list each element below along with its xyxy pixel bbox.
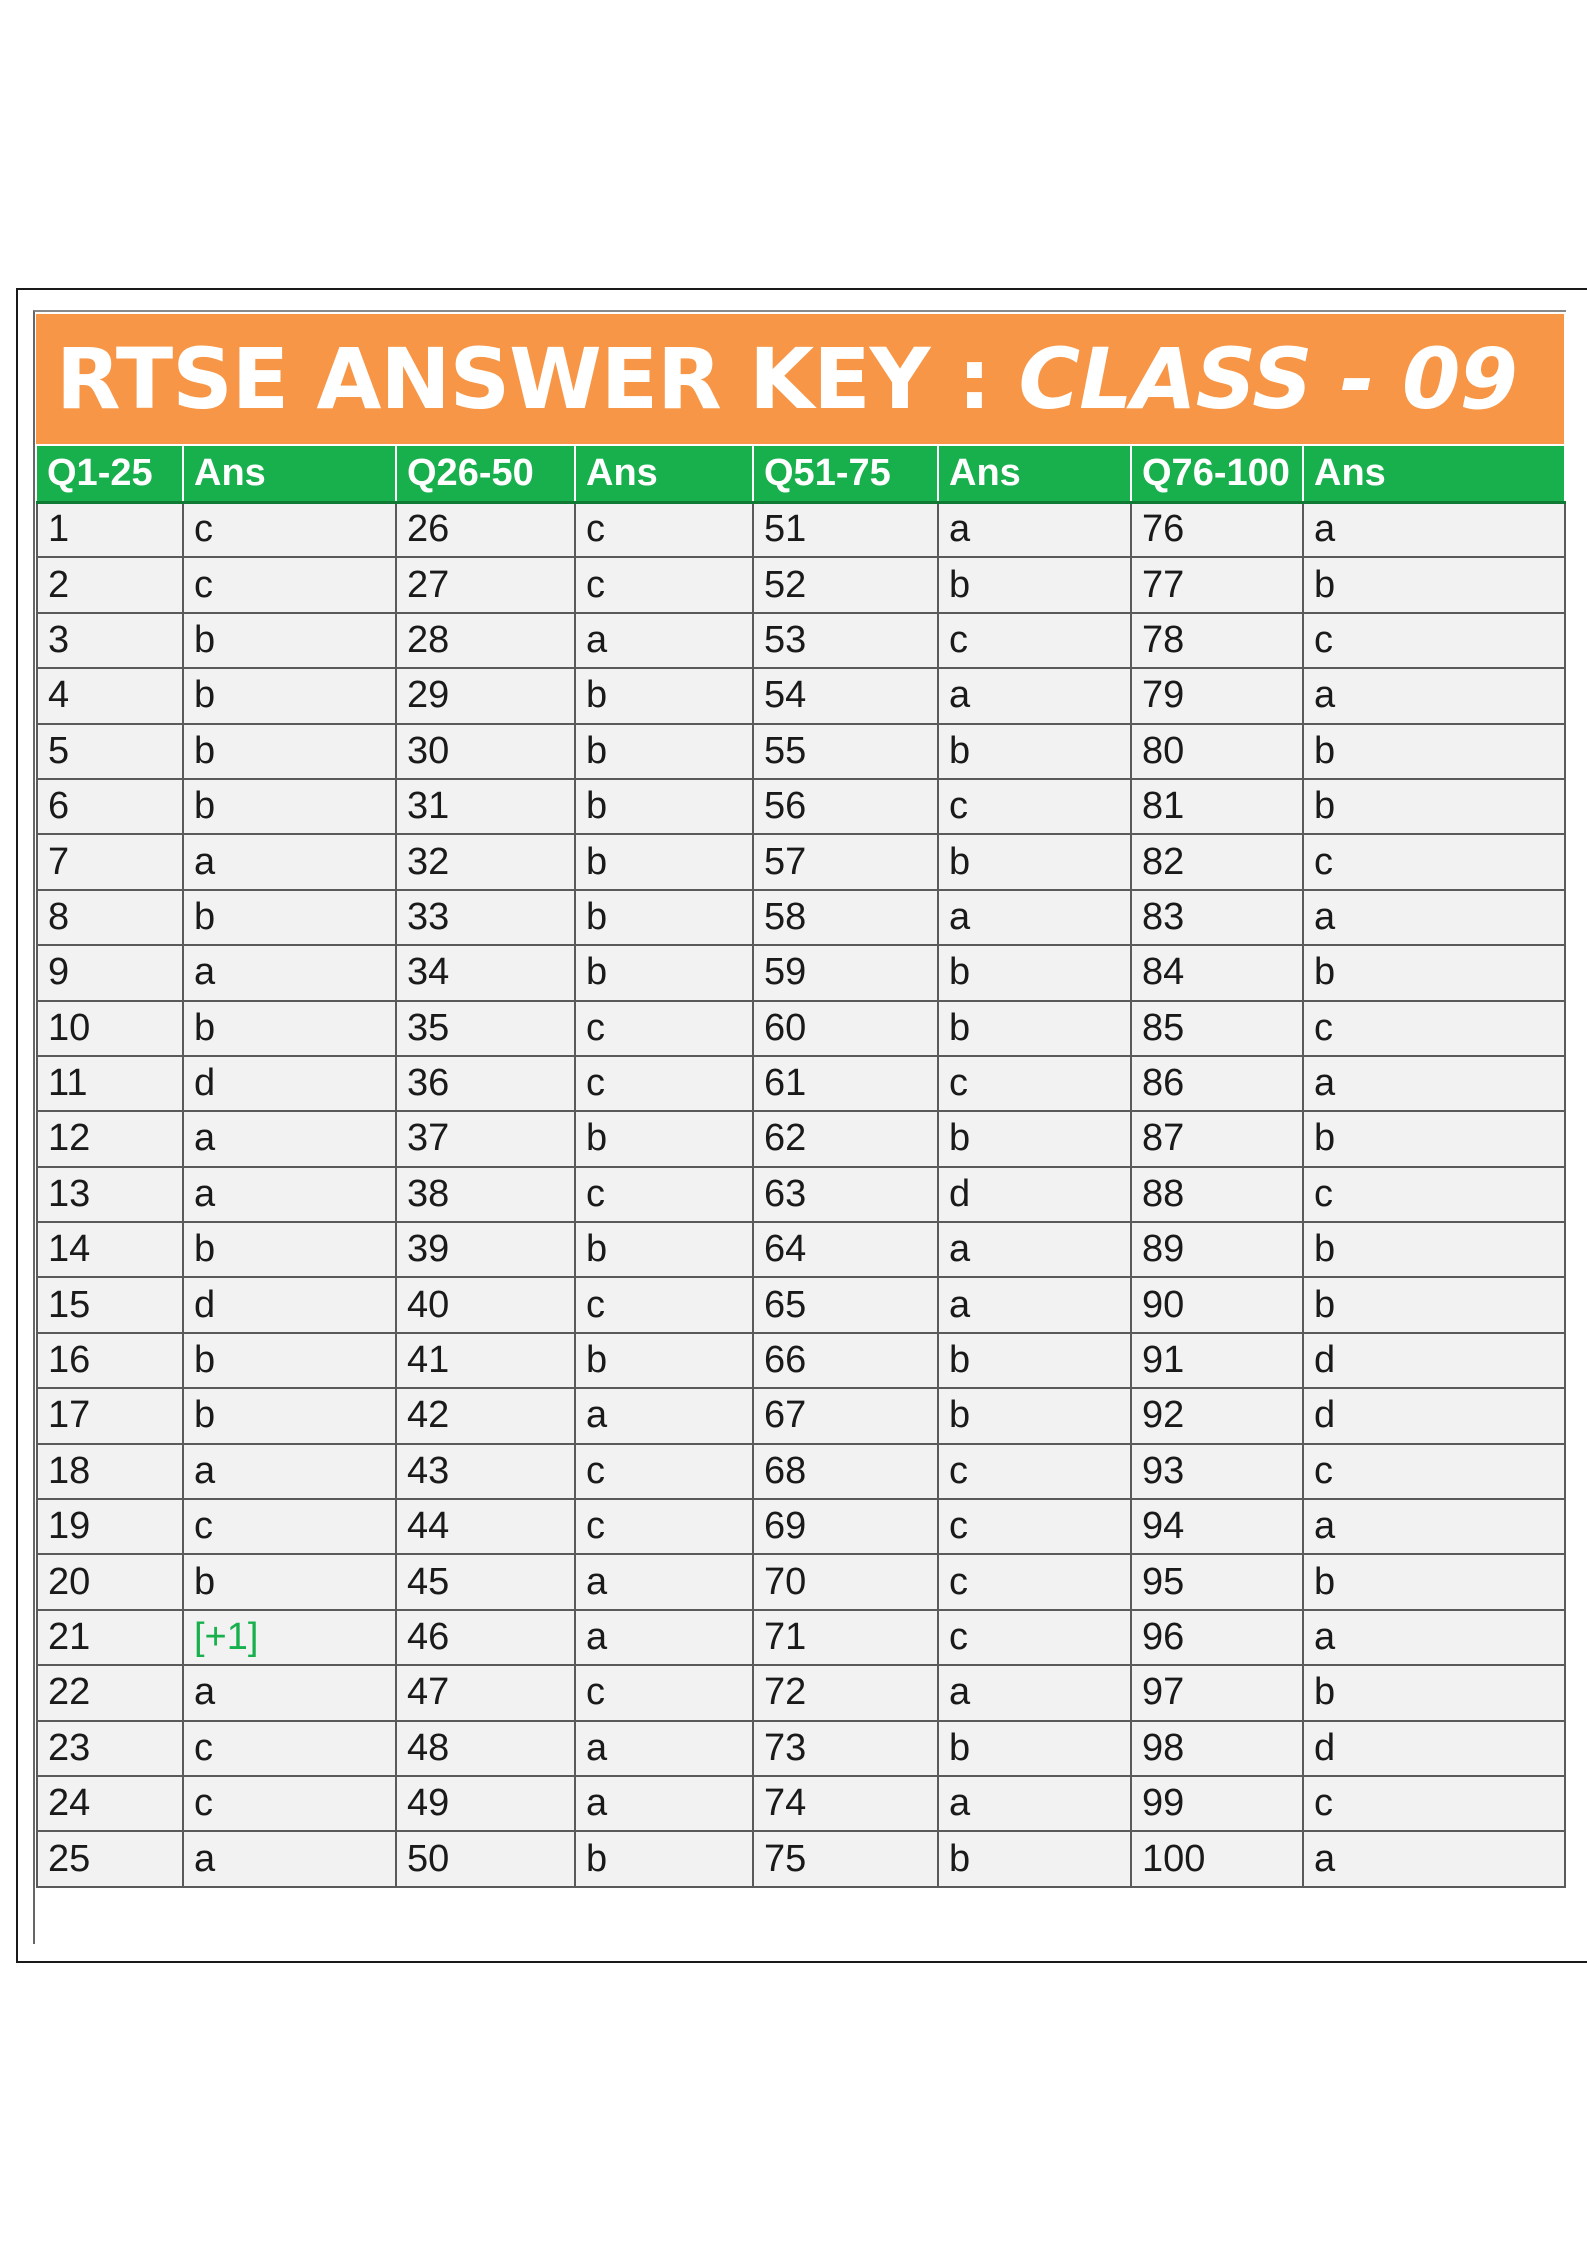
answer-cell: b: [1303, 1111, 1565, 1166]
answer-cell: b: [575, 834, 753, 889]
answer-cell: b: [183, 779, 396, 834]
answer-cell: [+1]: [183, 1610, 396, 1665]
question-number: 5: [37, 724, 183, 779]
question-number: 9: [37, 945, 183, 1000]
answer-cell: c: [183, 557, 396, 612]
question-number: 37: [396, 1111, 575, 1166]
table-row: [37, 1388, 1565, 1443]
question-number: 28: [396, 613, 575, 668]
question-number: 89: [1131, 1222, 1303, 1277]
question-number: 39: [396, 1222, 575, 1277]
question-number: 61: [753, 1056, 938, 1111]
table-row: [37, 1721, 1565, 1776]
answer-cell: c: [1303, 834, 1565, 889]
answer-cell: c: [575, 1444, 753, 1499]
table-row: [37, 613, 1565, 668]
answer-cell: a: [1303, 668, 1565, 723]
answer-cell: b: [575, 668, 753, 723]
question-number: 82: [1131, 834, 1303, 889]
answer-cell: c: [938, 613, 1131, 668]
answer-cell: a: [575, 1776, 753, 1831]
answer-cell: a: [938, 502, 1131, 557]
question-number: 94: [1131, 1499, 1303, 1554]
answer-cell: a: [938, 890, 1131, 945]
header-ans-4: Ans: [1303, 446, 1565, 502]
header-ans-2: Ans: [575, 446, 753, 502]
answer-key-table: [36, 446, 1566, 1888]
question-number: 13: [37, 1167, 183, 1222]
answer-cell: b: [938, 724, 1131, 779]
table-row: [37, 502, 1565, 557]
question-number: 46: [396, 1610, 575, 1665]
answer-cell: a: [183, 1167, 396, 1222]
question-number: 15: [37, 1277, 183, 1332]
answer-cell: b: [183, 668, 396, 723]
question-number: 83: [1131, 890, 1303, 945]
answer-cell: c: [1303, 613, 1565, 668]
question-number: 10: [37, 1001, 183, 1056]
answer-cell: a: [1303, 1831, 1565, 1886]
answer-cell: b: [1303, 1665, 1565, 1720]
question-number: 18: [37, 1444, 183, 1499]
answer-cell: c: [575, 557, 753, 612]
answer-rows: [37, 502, 1565, 1887]
question-number: 7: [37, 834, 183, 889]
answer-cell: d: [183, 1277, 396, 1332]
question-number: 90: [1131, 1277, 1303, 1332]
answer-cell: b: [183, 1001, 396, 1056]
question-number: 27: [396, 557, 575, 612]
header-ans-1: Ans: [183, 446, 396, 502]
answer-cell: d: [1303, 1333, 1565, 1388]
question-number: 20: [37, 1554, 183, 1609]
question-number: 79: [1131, 668, 1303, 723]
title-main: RTSE ANSWER KEY :: [56, 330, 1019, 428]
question-number: 66: [753, 1333, 938, 1388]
answer-cell: b: [183, 1388, 396, 1443]
answer-cell: c: [575, 1277, 753, 1332]
table-row: [37, 1776, 1565, 1831]
question-number: 87: [1131, 1111, 1303, 1166]
question-number: 16: [37, 1333, 183, 1388]
answer-cell: c: [938, 1610, 1131, 1665]
question-number: 41: [396, 1333, 575, 1388]
question-number: 48: [396, 1721, 575, 1776]
answer-cell: c: [575, 502, 753, 557]
question-number: 78: [1131, 613, 1303, 668]
answer-cell: b: [575, 1333, 753, 1388]
question-number: 53: [753, 613, 938, 668]
table-row: [37, 779, 1565, 834]
answer-cell: b: [938, 1831, 1131, 1886]
question-number: 29: [396, 668, 575, 723]
header-q1-25: Q1-25: [37, 446, 183, 502]
answer-cell: a: [575, 1554, 753, 1609]
question-number: 1: [37, 502, 183, 557]
answer-cell: d: [1303, 1721, 1565, 1776]
question-number: 47: [396, 1665, 575, 1720]
question-number: 14: [37, 1222, 183, 1277]
table-row: [37, 1665, 1565, 1720]
question-number: 24: [37, 1776, 183, 1831]
answer-cell: c: [1303, 1167, 1565, 1222]
question-number: 35: [396, 1001, 575, 1056]
question-number: 32: [396, 834, 575, 889]
answer-cell: a: [183, 834, 396, 889]
answer-cell: b: [183, 890, 396, 945]
question-number: 38: [396, 1167, 575, 1222]
table-row: [37, 1333, 1565, 1388]
question-number: 85: [1131, 1001, 1303, 1056]
answer-cell: c: [575, 1499, 753, 1554]
answer-cell: b: [575, 1222, 753, 1277]
title-class-label: CLASS - 09: [1018, 330, 1517, 428]
answer-cell: b: [938, 1111, 1131, 1166]
answer-cell: b: [183, 613, 396, 668]
answer-cell: c: [575, 1665, 753, 1720]
question-number: 95: [1131, 1554, 1303, 1609]
header-ans-3: Ans: [938, 446, 1131, 502]
answer-cell: b: [575, 1111, 753, 1166]
question-number: 44: [396, 1499, 575, 1554]
question-number: 92: [1131, 1388, 1303, 1443]
answer-cell: a: [1303, 1610, 1565, 1665]
question-number: 17: [37, 1388, 183, 1443]
table-row: [37, 1167, 1565, 1222]
answer-cell: b: [575, 1831, 753, 1886]
table-row: [37, 724, 1565, 779]
table-row: [37, 945, 1565, 1000]
question-number: 80: [1131, 724, 1303, 779]
answer-cell: a: [1303, 890, 1565, 945]
answer-cell: a: [183, 1665, 396, 1720]
question-number: 2: [37, 557, 183, 612]
answer-cell: a: [183, 945, 396, 1000]
question-number: 57: [753, 834, 938, 889]
answer-cell: c: [183, 1776, 396, 1831]
question-number: 77: [1131, 557, 1303, 612]
question-number: 58: [753, 890, 938, 945]
question-number: 97: [1131, 1665, 1303, 1720]
table-row: [37, 1554, 1565, 1609]
answer-cell: b: [938, 1001, 1131, 1056]
answer-cell: a: [183, 1831, 396, 1886]
answer-cell: b: [575, 945, 753, 1000]
answer-cell: a: [938, 1665, 1131, 1720]
question-number: 6: [37, 779, 183, 834]
answer-cell: b: [183, 724, 396, 779]
answer-cell: a: [938, 1222, 1131, 1277]
header-row: [37, 446, 1565, 502]
table-row: [37, 668, 1565, 723]
header-q26-50: Q26-50: [396, 446, 575, 502]
question-number: 63: [753, 1167, 938, 1222]
answer-cell: d: [1303, 1388, 1565, 1443]
answer-cell: b: [938, 945, 1131, 1000]
question-number: 60: [753, 1001, 938, 1056]
answer-cell: b: [183, 1222, 396, 1277]
answer-cell: a: [575, 1388, 753, 1443]
question-number: 56: [753, 779, 938, 834]
answer-cell: d: [183, 1056, 396, 1111]
question-number: 55: [753, 724, 938, 779]
question-number: 31: [396, 779, 575, 834]
question-number: 74: [753, 1776, 938, 1831]
answer-key-title: [36, 314, 1564, 444]
question-number: 73: [753, 1721, 938, 1776]
question-number: 52: [753, 557, 938, 612]
question-number: 34: [396, 945, 575, 1000]
question-number: 71: [753, 1610, 938, 1665]
question-number: 81: [1131, 779, 1303, 834]
question-number: 68: [753, 1444, 938, 1499]
answer-cell: c: [183, 1499, 396, 1554]
question-number: 42: [396, 1388, 575, 1443]
question-number: 91: [1131, 1333, 1303, 1388]
answer-cell: b: [575, 779, 753, 834]
table-row: [37, 834, 1565, 889]
question-number: 76: [1131, 502, 1303, 557]
question-number: 59: [753, 945, 938, 1000]
answer-cell: a: [575, 1721, 753, 1776]
answer-cell: b: [938, 834, 1131, 889]
question-number: 25: [37, 1831, 183, 1886]
question-number: 72: [753, 1665, 938, 1720]
answer-cell: c: [938, 1499, 1131, 1554]
answer-cell: a: [938, 1776, 1131, 1831]
question-number: 75: [753, 1831, 938, 1886]
question-number: 51: [753, 502, 938, 557]
answer-cell: c: [938, 1056, 1131, 1111]
question-number: 49: [396, 1776, 575, 1831]
answer-cell: c: [575, 1056, 753, 1111]
answer-cell: d: [938, 1167, 1131, 1222]
answer-cell: c: [1303, 1444, 1565, 1499]
question-number: 67: [753, 1388, 938, 1443]
question-number: 100: [1131, 1831, 1303, 1886]
question-number: 54: [753, 668, 938, 723]
answer-cell: c: [183, 502, 396, 557]
answer-cell: b: [1303, 1554, 1565, 1609]
table-row: [37, 1056, 1565, 1111]
answer-cell: b: [1303, 1277, 1565, 1332]
question-number: 19: [37, 1499, 183, 1554]
question-number: 8: [37, 890, 183, 945]
header-q51-75: Q51-75: [753, 446, 938, 502]
question-number: 70: [753, 1554, 938, 1609]
answer-cell: c: [938, 1554, 1131, 1609]
answer-cell: a: [575, 613, 753, 668]
table-row: [37, 1277, 1565, 1332]
question-number: 99: [1131, 1776, 1303, 1831]
table-row: [37, 1111, 1565, 1166]
answer-cell: a: [938, 668, 1131, 723]
question-number: 45: [396, 1554, 575, 1609]
header-q76-100: Q76-100: [1131, 446, 1303, 502]
answer-cell: b: [1303, 1222, 1565, 1277]
answer-cell: c: [575, 1167, 753, 1222]
answer-cell: a: [183, 1111, 396, 1166]
answer-cell: b: [938, 557, 1131, 612]
question-number: 21: [37, 1610, 183, 1665]
question-number: 64: [753, 1222, 938, 1277]
answer-cell: a: [1303, 1056, 1565, 1111]
question-number: 62: [753, 1111, 938, 1166]
question-number: 96: [1131, 1610, 1303, 1665]
question-number: 84: [1131, 945, 1303, 1000]
answer-cell: c: [1303, 1001, 1565, 1056]
answer-cell: b: [938, 1388, 1131, 1443]
answer-cell: b: [1303, 557, 1565, 612]
table-row: [37, 557, 1565, 612]
table-row: [37, 1444, 1565, 1499]
question-number: 43: [396, 1444, 575, 1499]
question-number: 65: [753, 1277, 938, 1332]
answer-cell: b: [575, 724, 753, 779]
table-row: [37, 1222, 1565, 1277]
answer-cell: c: [938, 1444, 1131, 1499]
question-number: 11: [37, 1056, 183, 1111]
question-number: 98: [1131, 1721, 1303, 1776]
question-number: 3: [37, 613, 183, 668]
question-number: 4: [37, 668, 183, 723]
answer-cell: c: [938, 779, 1131, 834]
question-number: 93: [1131, 1444, 1303, 1499]
answer-cell: b: [183, 1333, 396, 1388]
question-number: 33: [396, 890, 575, 945]
table-row: [37, 890, 1565, 945]
answer-cell: b: [1303, 779, 1565, 834]
question-number: 30: [396, 724, 575, 779]
answer-cell: b: [1303, 945, 1565, 1000]
answer-cell: b: [575, 890, 753, 945]
answer-cell: a: [1303, 1499, 1565, 1554]
answer-cell: b: [1303, 724, 1565, 779]
answer-cell: b: [938, 1333, 1131, 1388]
answer-cell: b: [183, 1554, 396, 1609]
question-number: 12: [37, 1111, 183, 1166]
answer-cell: c: [575, 1001, 753, 1056]
answer-cell: b: [938, 1721, 1131, 1776]
question-number: 50: [396, 1831, 575, 1886]
table-row: [37, 1499, 1565, 1554]
question-number: 26: [396, 502, 575, 557]
answer-cell: a: [575, 1610, 753, 1665]
question-number: 88: [1131, 1167, 1303, 1222]
answer-cell: a: [183, 1444, 396, 1499]
answer-cell: c: [1303, 1776, 1565, 1831]
question-number: 86: [1131, 1056, 1303, 1111]
question-number: 22: [37, 1665, 183, 1720]
question-number: 36: [396, 1056, 575, 1111]
table-row: [37, 1610, 1565, 1665]
question-number: 23: [37, 1721, 183, 1776]
answer-cell: c: [183, 1721, 396, 1776]
question-number: 69: [753, 1499, 938, 1554]
table-row: [37, 1001, 1565, 1056]
table-row: [37, 1831, 1565, 1886]
answer-cell: a: [938, 1277, 1131, 1332]
question-number: 40: [396, 1277, 575, 1332]
answer-cell: a: [1303, 502, 1565, 557]
